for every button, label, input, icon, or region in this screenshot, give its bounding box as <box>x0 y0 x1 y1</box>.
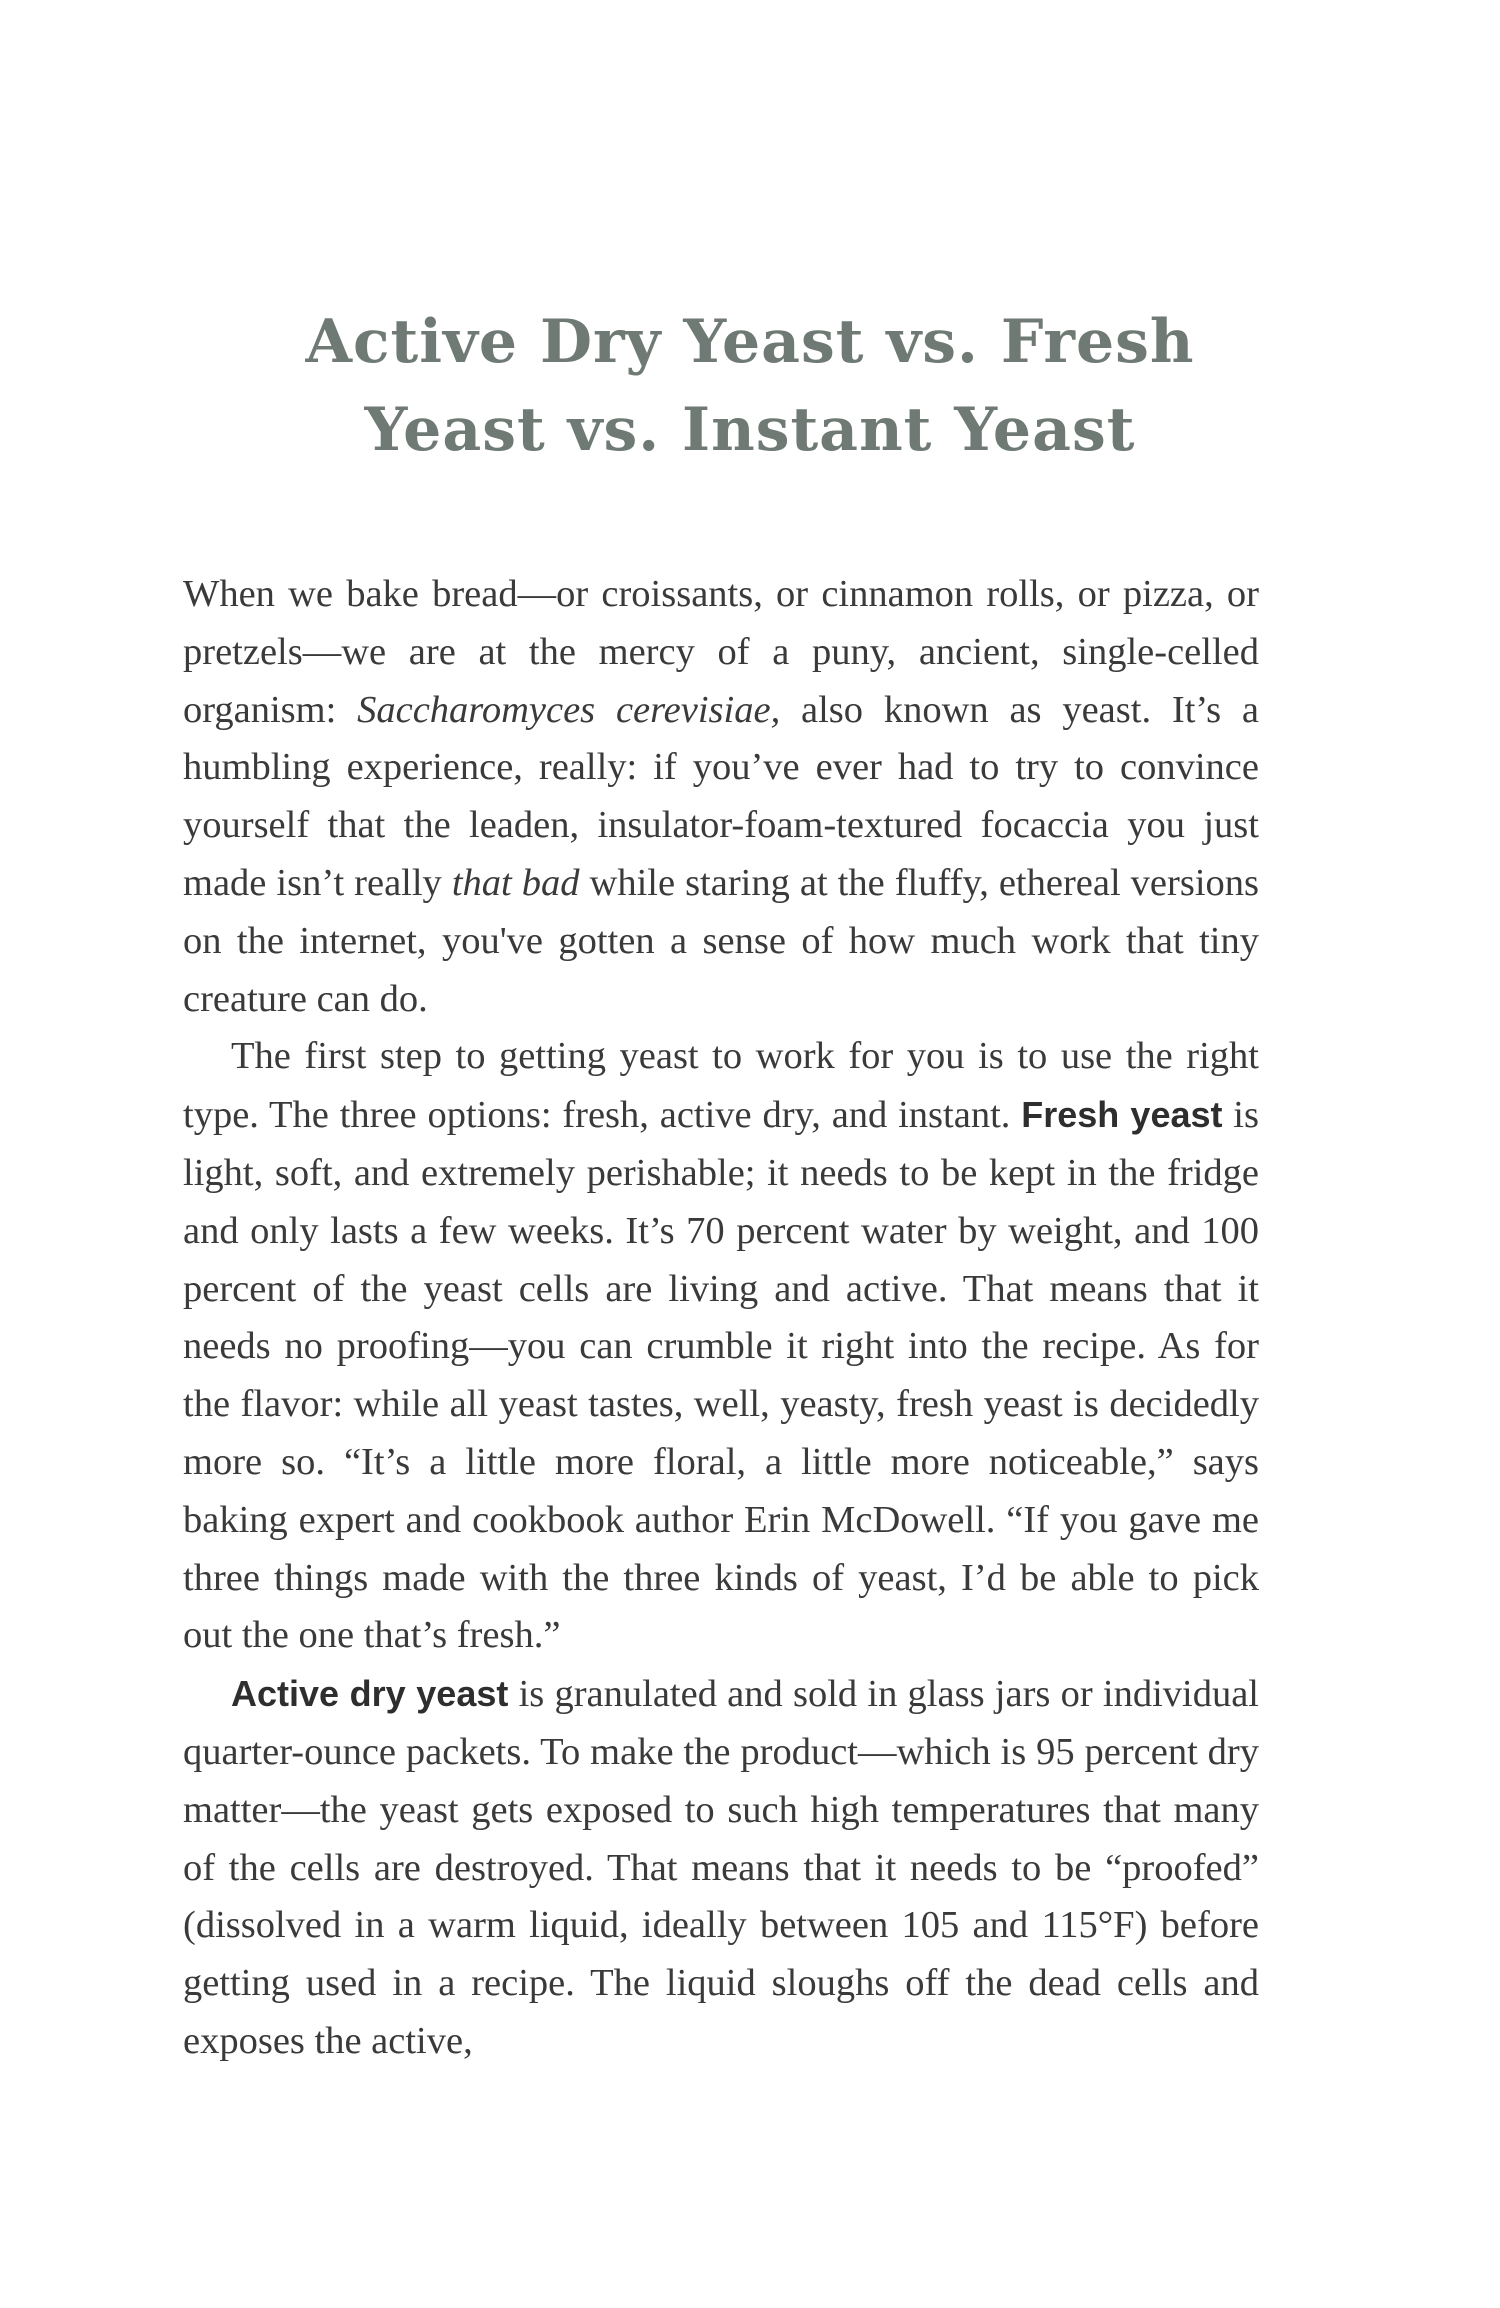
text-run: is light, soft, and extremely perishable; it needs to be kept in the fridge and only lasts a few weeks. It’s 70 percent water by weight, and 100 percent of the yeast cells are living and active. That means that it needs no proofing—you can crumble it right into the recipe. As for the flavor: while all yeast tastes, well, yeasty, fresh yeast is decidedly more so. “It’s a little more floral, a little more noticeable,” says baking expert and cookbook author Erin McDowell. “If you gave me three things made with the three kinds of yeast, I’d be able to pick out the one that’s fresh.” <box>183 1094 1259 1657</box>
text-run: also known as yeast. It’s a humbling experience, really: if you’ve ever had to try to convince yourself that the leaden, insulator-foam-textured focaccia you just made isn’t really <box>183 688 1259 904</box>
paragraph-fresh-yeast <box>183 1028 1259 1665</box>
paragraph-intro <box>183 566 1259 1028</box>
body-text <box>183 566 1259 2071</box>
heading-line-1: Active Dry Yeast vs. Fresh <box>305 307 1195 377</box>
emphasis: that bad <box>451 861 580 904</box>
paragraph-active-dry-yeast <box>183 1665 1259 2071</box>
chapter-heading <box>150 298 1350 474</box>
heading-line-2: Yeast vs. Instant Yeast <box>364 395 1136 465</box>
scientific-name: Saccharomyces cerevisiae, <box>357 688 781 731</box>
term-fresh-yeast: Fresh yeast <box>1021 1094 1223 1136</box>
text-run: while staring at the fluffy, ethereal versions on the internet, you've gotten a sense of how much work that tiny creature can do. <box>183 861 1259 1020</box>
text-run: When we bake bread—or croissants, or cinnamon rolls, or pizza, or pretzels—we are at the mercy of a puny, ancient, single-celled organism: <box>183 573 1259 731</box>
text-run: is granulated and sold in glass jars or individual quarter-ounce packets. To make the product—which is 95 percent dry matter—the yeast gets exposed to such high temperatures that many of the cells are destroyed. That means that it needs to be “proofed” (dissolved in a warm liquid, ideally between 105 and 115°F) before getting used in a recipe. The liquid sloughs off the dead cells and exposes the active, <box>183 1673 1260 2062</box>
text-run: The first step to getting yeast to work for you is to use the right type. The three options: fresh, active dry, and instant. <box>183 1035 1259 1137</box>
term-active-dry-yeast: Active dry yeast <box>231 1673 509 1715</box>
